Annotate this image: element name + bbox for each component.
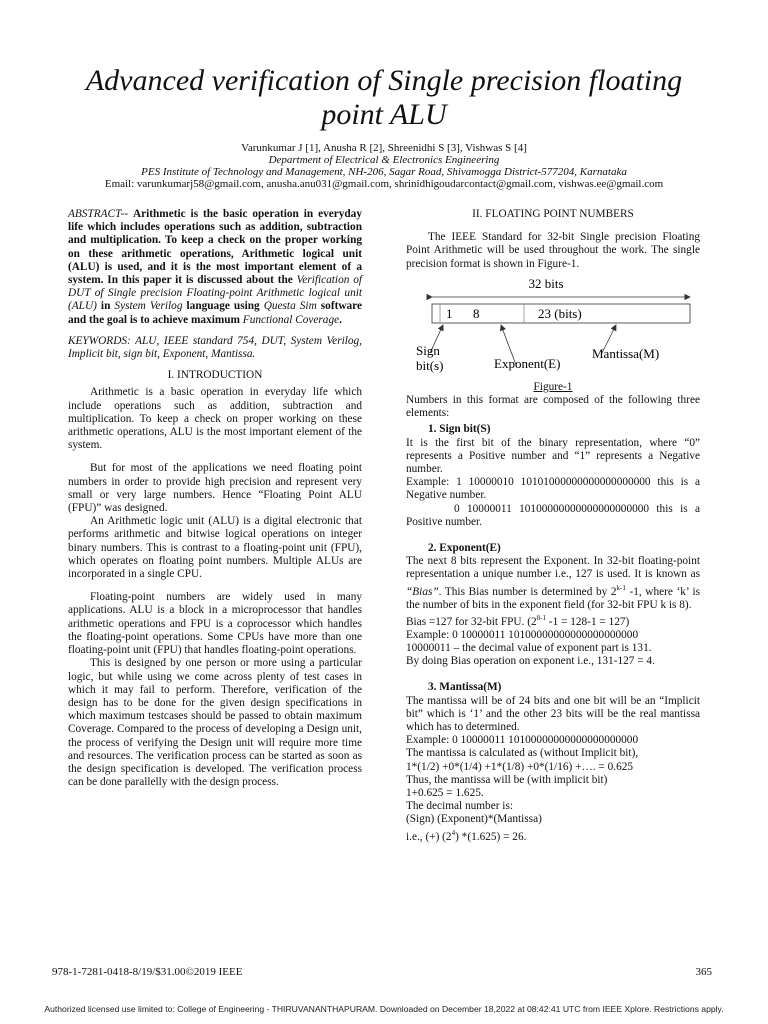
subheading-exponent: 2. Exponent(E) [428, 542, 501, 555]
fig-sign-label-1: Sign [416, 342, 440, 358]
title-line-1: Advanced verification of Single precision floating [85, 64, 683, 97]
left-column [68, 208, 362, 789]
abstract-text-1: Arithmetic is the basic operation in everyday life which includes operations such as addition, subtraction and multiplication. To keep a check on the proper working on these arithmetic operations, Arithmetic logical unit (ALU) is used, and it is the most important element of a system. In this paper it is discussed about the [68, 208, 362, 287]
footer-page-number: 365 [695, 966, 712, 978]
emails: Email: varunkumarj58@gmail.com, anusha.anu031@gmail.com, shrinidhigoudarcontact@gmail.com, vishwas.ee@gmail.com [104, 178, 664, 190]
mantissa-line-2: 1*(1/2) +0*(1/4) +1*(1/8) +0*(1/16) +…. = 0.625 [406, 760, 634, 773]
sign-example-1: Example: 1 10000010 10101000000000000000000 this is a Negative number. [406, 476, 700, 502]
mantissa-line-5: The decimal number is: [406, 800, 513, 813]
fig-exp-bits: 8 [473, 305, 480, 321]
man-l7-text-b: ) *(1.625) = 26. [455, 830, 527, 843]
exponent-example-1: Example: 0 10000011 10100000000000000000000 [406, 628, 639, 641]
abstract-label: ABSTRACT-- [68, 208, 133, 220]
abstract-italic-3: Questa Sim [263, 300, 317, 313]
figure-1 [406, 275, 700, 375]
abstract-text-2: in [96, 300, 115, 313]
author-block [40, 142, 728, 190]
sign-paragraph: It is the first bit of the binary representation, where “0” represents a Positive number and “1” represents a Negative number. [406, 436, 700, 476]
sign-example-2: 0 10000011 10100000000000000000000 this is a Positive number. [406, 502, 700, 528]
section-heading-floating-point: II. FLOATING POINT NUMBERS [472, 208, 634, 220]
fig-mant-label: Mantissa(M) [592, 345, 660, 361]
fig-mant-bits: 23 (bits) [538, 305, 582, 321]
footer-copyright: 978-1-7281-0418-8/19/$31.00©2019 IEEE [52, 966, 243, 978]
mantissa-paragraph: The mantissa will be of 24 bits and one bit will be an “Implicit bit” which is ‘1’ and the other 23 bits will be the real mantissa which has to determined. [406, 694, 700, 734]
single-precision-format-diagram [406, 275, 700, 375]
abstract-text-5: . [339, 313, 342, 326]
mantissa-example: Example: 0 10000011 10100000000000000000000 [406, 734, 639, 747]
subheading-mantissa: 3. Mantissa(M) [428, 681, 502, 694]
abstract-italic-4: Functional Coverage [242, 313, 340, 326]
mantissa-line-4: 1+0.625 = 1.625. [406, 787, 484, 800]
exponent-example-2: 10000011 – the decimal value of exponent part is 131. [406, 642, 652, 654]
department: Department of Electrical & Electronics Engineering [268, 154, 500, 166]
abstract-italic-1: Verification of DUT of Single precision Floating-point Arithmetic logical unit (ALU) [68, 274, 362, 313]
authorization-notice: Authorized licensed use limited to: College of Engineering - THIRUVANANTHAPURAM. Downloaded on December 18,2022 at 08:42:41 UTC from IEEE Xplore. Restrictions apply. [44, 1004, 724, 1014]
fp-paragraph-2: Numbers in this format are composed of the following three elements: [406, 394, 700, 420]
paper-title [40, 64, 728, 132]
mantissa-line-6: (Sign) (Exponent)*(Mantissa) [406, 813, 542, 826]
exp-text-3: -1, where ‘k’ is the number of bits in the exponent field (for 32-bit FPU k is 8). [406, 585, 700, 611]
intro-paragraph-5: This is designed by one person or more using a particular logic, but while using we come across plenty of test cases in which it may fail to perform. Therefore, verification of the design has to be done for the given design specifications in which maximum testcases should be passed to obtain maximum Coverage. Compared to the process of developing a Design unit, the process of verifying the Design unit will require more time and resources. The verification process can be started as soon as the design specification is developed. The verification process can be done parallelly with the design process. [68, 657, 362, 789]
abstract-italic-2: System Verilog [114, 300, 183, 313]
exp-superscript-2: 8-1 [536, 613, 546, 622]
mantissa-line-3: Thus, the mantissa will be (with implicit bit) [406, 773, 608, 786]
intro-paragraph-2: But for most of the applications we need floating point numbers in order to provide high precision and represent very small or very large numbers. Hence “Floating Point ALU (FPU)” was designed. [68, 462, 362, 515]
abstract-text-4: software and the goal is to achieve maximum [68, 300, 362, 326]
abstract [68, 208, 362, 327]
author-names: Varunkumar J [1], Anusha R [2], Shreenidhi S [3], Vishwas S [4] [241, 142, 527, 154]
mantissa-line-7 [406, 827, 700, 844]
exponent-example-3: By doing Bias operation on exponent i.e., 131-127 = 4. [406, 655, 655, 668]
fig-exp-label: Exponent(E) [494, 355, 561, 371]
fp-paragraph-1: The IEEE Standard for 32-bit Single precision Floating Point Arithmetic will be used throughout the work. The single precision format is shown in Figure-1. [406, 231, 700, 270]
institute: PES Institute of Technology and Management, NH-206, Sagar Road, Shivamogga District-577204, Karnataka [141, 166, 627, 178]
mantissa-line-1: The mantissa is calculated as (without Implicit bit), [406, 747, 639, 760]
man-l7-text-a: i.e., (+) (2 [406, 830, 452, 843]
exp-bias-term: “Bias” [406, 585, 439, 598]
exp-text-2: . This Bias number is determined by 2 [438, 585, 617, 598]
intro-paragraph-3: An Arithmetic logic unit (ALU) is a digital electronic that performs arithmetic and bitwise logical operations on integer binary numbers. This is contrast to a floating-point unit (FPU), which operates on floating point numbers. Multiple ALUs are incorporated in a single CPU. [68, 515, 362, 581]
abstract-text-3: language using [182, 300, 264, 313]
exp-bias-text-a: Bias =127 for 32-bit FPU. (2 [406, 615, 537, 628]
exp-text-1: The next 8 bits represent the Exponent. In 32-bit floating-point representation a unique number i.e., 127 is used. It is known as [406, 555, 700, 581]
section-heading-introduction: I. INTRODUCTION [167, 369, 263, 382]
exponent-paragraph [406, 555, 700, 612]
subheading-sign-bit: 1. Sign bit(S) [428, 423, 491, 436]
exp-bias-text-b: -1 = 128-1 = 127) [545, 615, 630, 628]
exp-superscript-1: k-1 [616, 583, 626, 592]
fig-sign-bits: 1 [446, 305, 453, 321]
title-line-2: point ALU [321, 98, 447, 131]
exponent-bias-line [406, 612, 700, 629]
keywords: KEYWORDS: ALU, IEEE standard 754, DUT, System Verilog, Implicit bit, sign bit, Exponent, Mantissa. [68, 334, 362, 361]
right-column [406, 208, 700, 844]
figure-caption: Figure-1 [533, 380, 573, 393]
intro-paragraph-1: Arithmetic is a basic operation in everyday life which include operations such as addition, subtraction and multiplication. To keep a check on proper working on these arithmetic operations, ALU is the most important element of the system. [68, 386, 362, 452]
man-superscript: 4 [451, 828, 456, 837]
fig-bits-label: 32 bits [528, 275, 564, 291]
fig-sign-label-2: bit(s) [416, 357, 444, 373]
intro-paragraph-4: Floating-point numbers are widely used in many applications. ALU is a block in a microprocessor that handles arithmetic operations and FPU is a coprocessor which handles the floating-point operations. Some CPUs have more than one floating-point unit (FPU) that handles floating-point operations. [68, 591, 362, 657]
